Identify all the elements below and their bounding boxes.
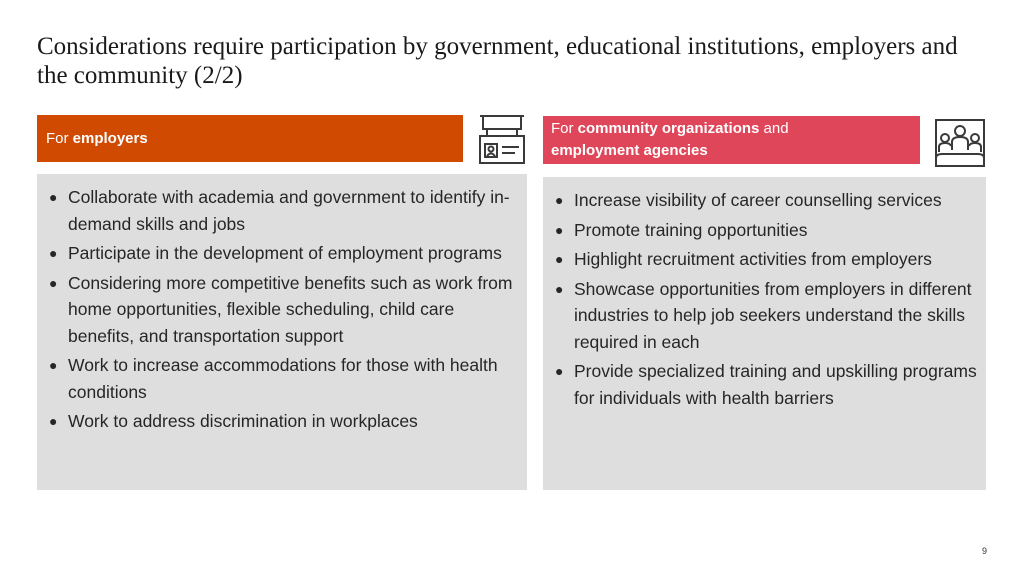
bullet-icon: ● (49, 189, 58, 205)
employers-panel (37, 174, 527, 490)
bullet-icon: ● (555, 192, 564, 208)
list-item: ● Promote training opportunities (555, 217, 989, 244)
list-item: ● Showcase opportunities from employers in different industries to help job seekers understand the skills required in each (555, 276, 989, 356)
community-header-bold-2: employment agencies (551, 142, 708, 159)
bullet-icon: ● (49, 274, 58, 291)
bullet-icon: ● (555, 251, 564, 267)
employer-workstation-icon (477, 114, 527, 166)
community-header-mid: and (763, 120, 789, 137)
list-item: ● Work to address discrimination in workplaces (49, 408, 520, 435)
page-number: 9 (981, 546, 987, 556)
employers-header-prefix: For (46, 130, 69, 147)
bullet-icon: ● (555, 280, 564, 297)
bullet-icon: ● (555, 363, 564, 379)
list-item: ● Participate in the development of employment programs (49, 240, 520, 267)
list-item: ● Collaborate with academia and government to identify in-demand skills and jobs (49, 184, 520, 237)
list-item: ● Provide specialized training and upskilling programs for individuals with health barriers (555, 358, 989, 411)
list-item: ● Increase visibility of career counselling services (555, 187, 989, 214)
community-list (555, 187, 986, 411)
bullet-icon: ● (49, 357, 58, 373)
list-item: ● Highlight recruitment activities from employers (555, 246, 989, 273)
bullet-icon: ● (49, 245, 58, 261)
community-header-bold-1: community organizations (577, 120, 760, 137)
community-header (543, 116, 920, 164)
employers-list (49, 184, 527, 435)
people-group-icon (934, 118, 986, 168)
list-item: ● Work to increase accommodations for those with health conditions (49, 352, 520, 405)
community-header-prefix: For (551, 120, 574, 137)
bullet-icon: ● (49, 413, 58, 429)
employers-header-bold: employers (72, 130, 148, 147)
list-item: ● Considering more competitive benefits such as work from home opportunities, flexible scheduling, child care benefits, and transportation support (49, 270, 520, 350)
page-title: Considerations require participation by government, educational institutions, employers and the community (2/2) (37, 33, 958, 89)
community-panel (543, 177, 986, 490)
employers-header (37, 115, 463, 162)
bullet-icon: ● (555, 221, 564, 238)
